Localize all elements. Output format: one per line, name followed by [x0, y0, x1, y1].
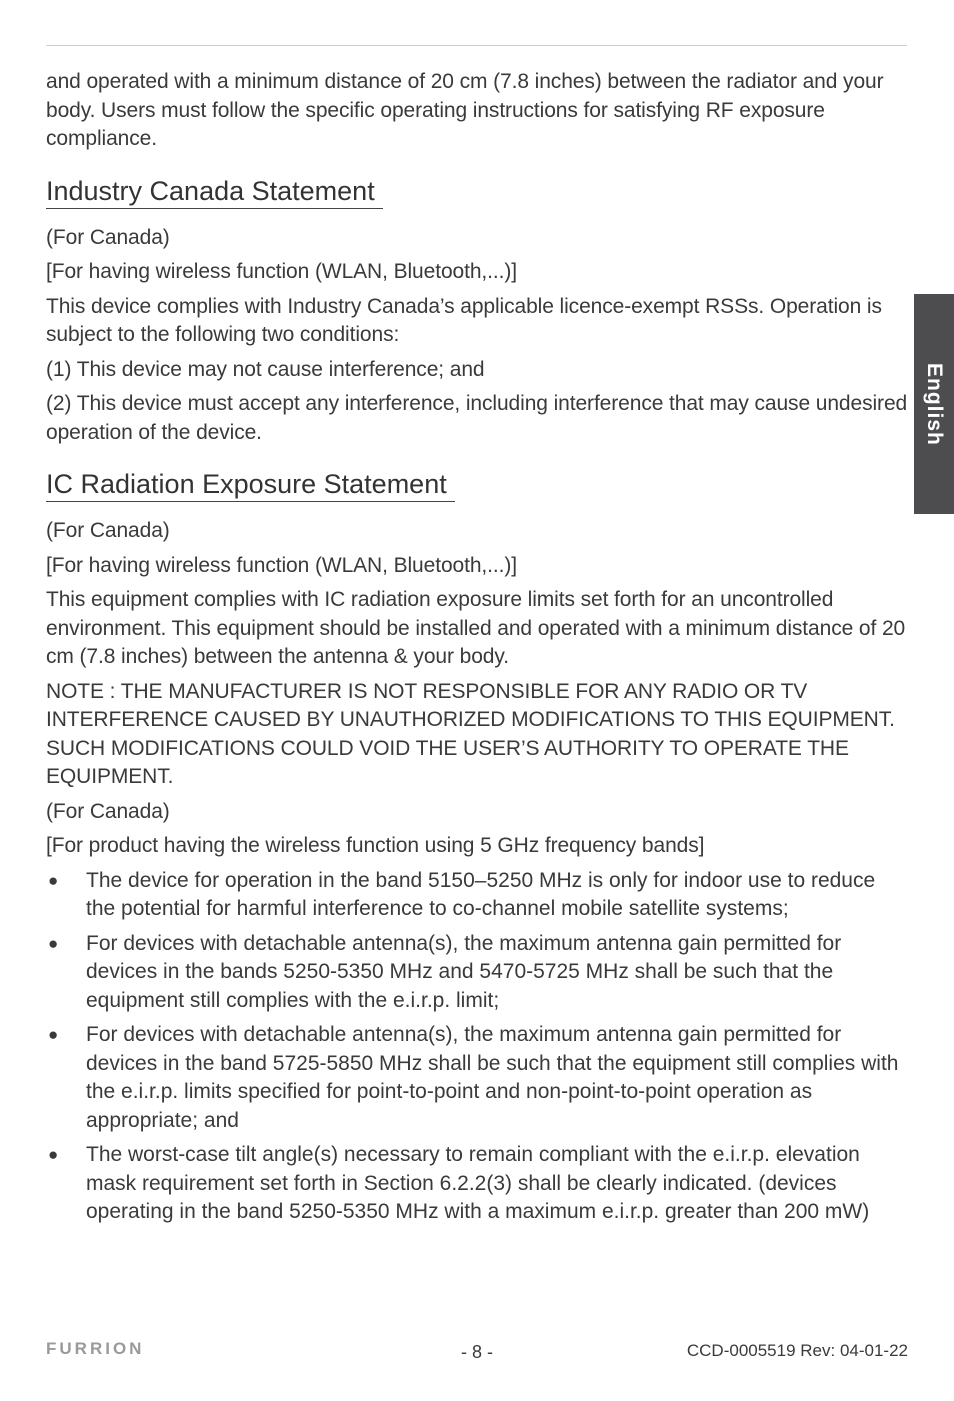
paragraph: This device complies with Industry Canada’s applicable licence-exempt RSSs. Operation is subject to the following two conditions: [46, 294, 882, 346]
language-tab-label: English [923, 362, 946, 446]
top-divider [46, 45, 907, 46]
page-number: - 8 - [460, 1342, 493, 1362]
language-tab [914, 294, 954, 514]
bullet-list [46, 867, 908, 1227]
paragraph: (1) This device may not cause interference; and [46, 357, 485, 381]
document-body [46, 68, 908, 1233]
brand-logo: FURRION [46, 1339, 145, 1358]
list-item: ● For devices with detachable antenna(s), the maximum antenna gain permitted for devices in the bands 5250-5350 MHz and 5470-5725 MHz shall be such that the equipment still complies with the e.i.r.p. limit; [48, 931, 842, 1012]
paragraph: (For Canada) [46, 519, 170, 542]
bullet-icon: ● [48, 933, 59, 953]
bullet-icon: ● [48, 1145, 59, 1164]
paragraph: (2) This device must accept any interference, including interference that may cause undesired operation of the device. [46, 392, 908, 444]
section-heading-wrap [46, 174, 908, 209]
paragraph: This equipment complies with IC radiation exposure limits set forth for an uncontrolled environment. This equipment should be installed and operated with a minimum distance of 20 cm (7.8 inches) between the antenna & your body. [46, 588, 906, 668]
intro-paragraph: and operated with a minimum distance of 20 cm (7.8 inches) between the radiator and your body. Users must follow the specific operating instructions for satisfying RF exposure compliance. [46, 70, 884, 150]
paragraph: [For having wireless function (WLAN, Bluetooth,...)] [46, 553, 517, 577]
list-item: ● The device for operation in the band 5150–5250 MHz is only for indoor use to reduce the potential for harmful interference to co-channel mobile satellite systems; [48, 868, 876, 920]
section-heading-wrap [46, 467, 908, 502]
document-code: CCD-0005519 Rev: 04-01-22 [686, 1341, 908, 1360]
paragraph: [For having wireless function (WLAN, Bluetooth,...)] [46, 260, 517, 283]
note-paragraph: NOTE : THE MANUFACTURER IS NOT RESPONSIBLE FOR ANY RADIO OR TV INTERFERENCE CAUSED BY UNAUTHORIZED MODIFICATIONS TO THIS EQUIPMENT. SUCH MODIFICATIONS COULD VOID THE USER’S AUTHORITY TO OPERATE THE EQUIPMENT. [46, 679, 895, 788]
paragraph: (For Canada) [46, 225, 170, 249]
bullet-icon: ● [48, 1025, 59, 1044]
list-item: ● For devices with detachable antenna(s), the maximum antenna gain permitted for devices in the band 5725-5850 MHz shall be such that the equipment still complies with the e.i.r.p. limits specified for point-to-point and non-point-to-point operation as appropriate; and [48, 1023, 899, 1132]
paragraph: (For Canada) [46, 799, 170, 823]
industry-canada-heading: Industry Canada Statement [46, 174, 383, 209]
ic-radiation-heading: IC Radiation Exposure Statement [46, 467, 455, 502]
list-item: ● The worst-case tilt angle(s) necessary to remain compliant with the e.i.r.p. elevation mask requirement set forth in Section 6.2.2(3) shall be clearly indicated. (devices operating in the band 5250-5350 MHz with a maximum e.i.r.p. greater than 200 mW) [48, 1143, 870, 1223]
paragraph: [For product having the wireless function using 5 GHz frequency bands] [46, 834, 705, 857]
bullet-icon: ● [48, 870, 59, 890]
